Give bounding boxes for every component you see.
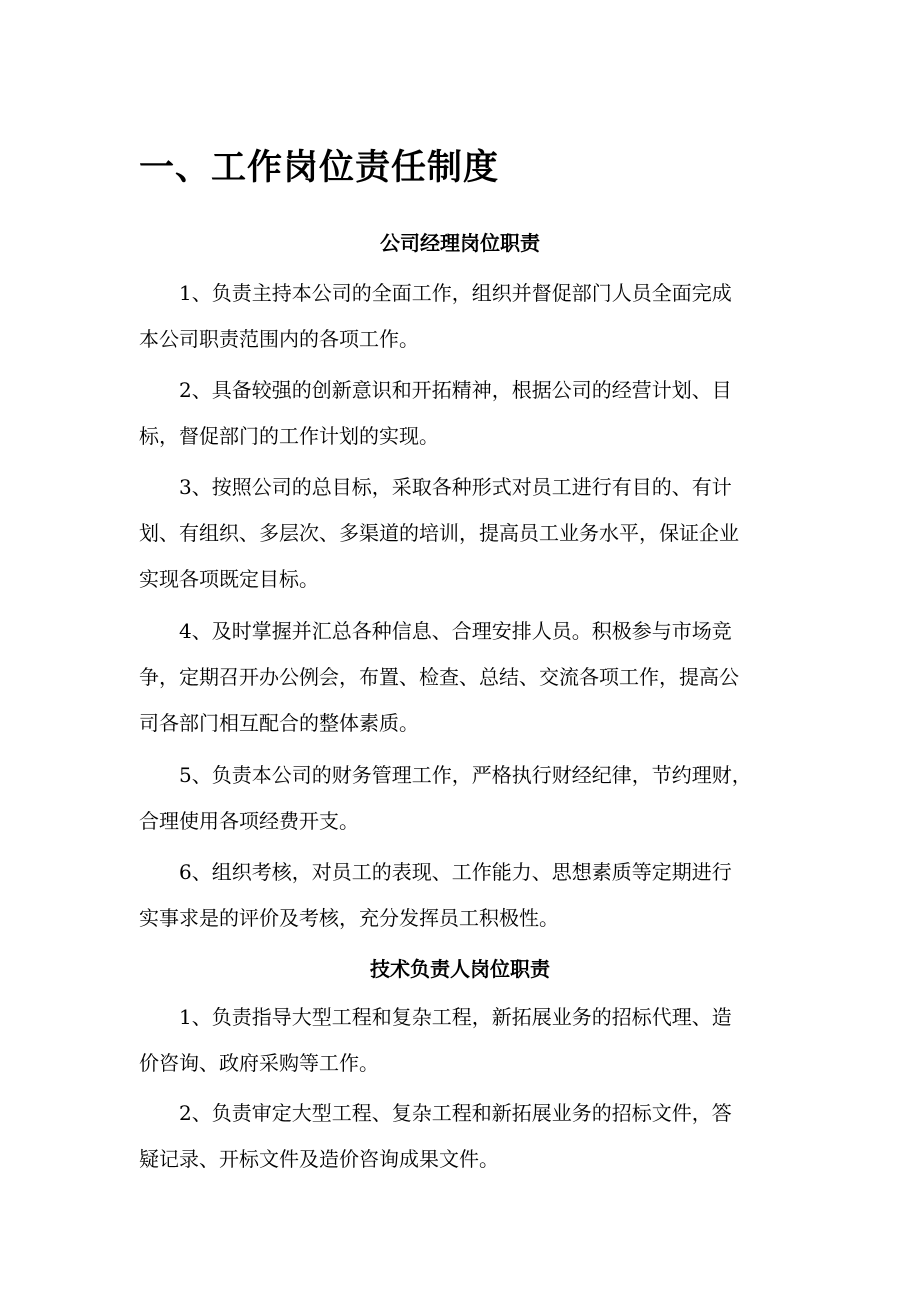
- manager-duty-4: [139, 608, 781, 746]
- paragraph-line: 1、负责指导大型工程和复杂工程，新拓展业务的招标代理、造: [179, 1005, 732, 1029]
- paragraph-line: 合理使用各项经费开支。: [139, 809, 359, 833]
- technical-duty-2: [139, 1090, 781, 1182]
- paragraph-line: 划、有组织、多层次、多渠道的培训，提高员工业务水平，保证企业: [139, 521, 739, 545]
- paragraph-line: 司各部门相互配合的整体素质。: [139, 711, 419, 735]
- paragraph-line: 实事求是的评价及考核，充分发挥员工积极性。: [139, 906, 559, 930]
- manager-duty-6: [139, 849, 781, 941]
- paragraph-line: 实现各项既定目标。: [139, 567, 319, 591]
- paragraph-line: 1、负责主持本公司的全面工作，组织并督促部门人员全面完成: [179, 281, 732, 305]
- main-title: 一、工作岗位责任制度: [139, 148, 500, 188]
- section-title-technical: 技术负责人岗位职责: [370, 957, 550, 981]
- paragraph-line: 3、按照公司的总目标，采取各种形式对员工进行有目的、有计: [179, 475, 732, 499]
- paragraph-line: 5、负责本公司的财务管理工作，严格执行财经纪律，节约理财，: [179, 763, 752, 787]
- technical-duty-1: [139, 994, 781, 1086]
- manager-duty-3: [139, 464, 781, 602]
- manager-duty-1: [139, 270, 781, 362]
- paragraph-line: 2、负责审定大型工程、复杂工程和新拓展业务的招标文件，答: [179, 1101, 732, 1125]
- paragraph-line: 6、组织考核，对员工的表现、工作能力、思想素质等定期进行: [179, 860, 732, 884]
- paragraph-line: 4、及时掌握并汇总各种信息、合理安排人员。积极参与市场竞: [179, 619, 732, 643]
- paragraph-line: 标，督促部门的工作计划的实现。: [139, 424, 439, 448]
- section-title-manager: 公司经理岗位职责: [380, 231, 540, 255]
- paragraph-line: 2、具备较强的创新意识和开拓精神，根据公司的经营计划、目: [179, 378, 732, 402]
- paragraph-line: 价咨询、政府采购等工作。: [139, 1051, 379, 1075]
- manager-duty-5: [139, 752, 781, 844]
- paragraph-line: 本公司职责范围内的各项工作。: [139, 327, 419, 351]
- paragraph-line: 争，定期召开办公例会，布置、检查、总结、交流各项工作，提高公: [139, 665, 739, 689]
- paragraph-line: 疑记录、开标文件及造价咨询成果文件。: [139, 1147, 499, 1171]
- manager-duty-2: [139, 367, 781, 459]
